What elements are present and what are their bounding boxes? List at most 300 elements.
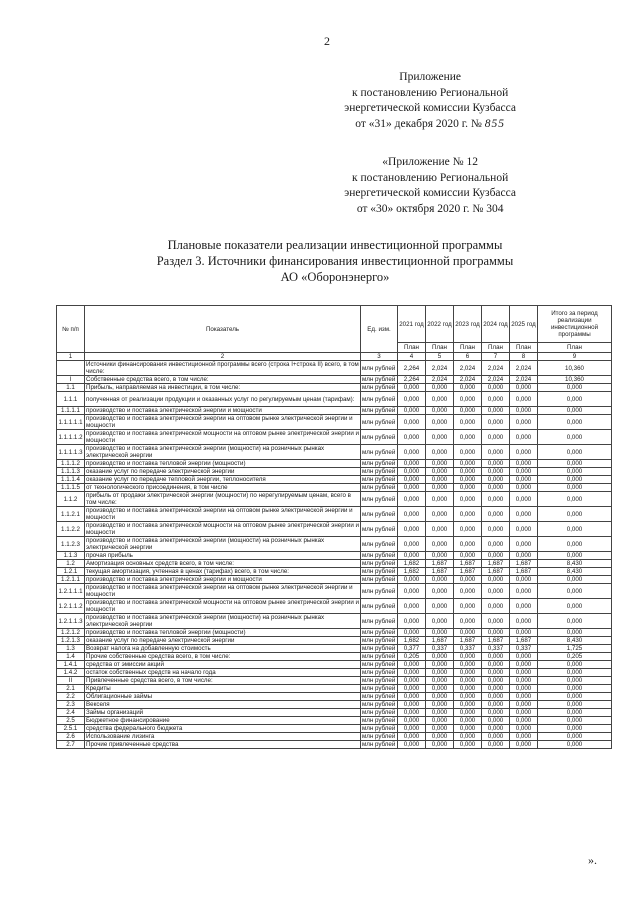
column-index: 1 <box>57 353 85 361</box>
row-indicator: производство и поставка электрической мощности на оптовом рынке электрической энергии и мощности <box>86 522 359 536</box>
row-year-value: 0,000 <box>398 460 426 468</box>
column-index-row <box>57 353 612 361</box>
row-indicator: Бюджетное финансирование <box>85 717 361 725</box>
row-year-value: 0,000 <box>454 460 482 468</box>
row-indicator: Векселя <box>85 701 361 709</box>
row-unit: млн рублей <box>361 492 398 507</box>
row-year-value: 0,000 <box>398 725 426 733</box>
row-total: 0,000 <box>538 392 612 407</box>
row-total: 0,000 <box>538 415 612 430</box>
appendix-line: от «30» октября 2020 г. № 304 <box>356 202 504 215</box>
row-unit: млн рублей <box>361 614 398 629</box>
row-year-value: 0,000 <box>454 384 482 392</box>
row-unit: млн рублей <box>361 733 398 741</box>
row-year-value: 0,000 <box>510 407 538 415</box>
row-unit: млн рублей <box>361 653 398 661</box>
row-year-value: 0,000 <box>398 384 426 392</box>
row-number: 1.4.2 <box>57 669 85 677</box>
row-year-value: 0,000 <box>426 522 454 537</box>
header-total: Итого за период реализации инвестиционной программы <box>538 306 612 343</box>
row-indicator: производство и поставка электрической энергии и мощности <box>85 576 361 584</box>
row-year-value: 0,000 <box>482 661 510 669</box>
row-indicator: оказание услуг по передаче электрической энергии <box>85 468 361 476</box>
appendix-line: Приложение <box>399 71 461 83</box>
row-unit: млн рублей <box>361 445 398 460</box>
row-unit: млн рублей <box>361 599 398 614</box>
row-total: 0,000 <box>538 460 612 468</box>
row-number: 1.1.1.1.3 <box>57 445 85 460</box>
column-index: 3 <box>361 353 398 361</box>
row-year-value: 0,000 <box>398 552 426 560</box>
row-year-value: 0,000 <box>398 468 426 476</box>
row-year-value: 0,000 <box>510 685 538 693</box>
row-total: 8,430 <box>538 568 612 576</box>
row-unit: млн рублей <box>361 584 398 599</box>
row-year-value: 0,000 <box>482 733 510 741</box>
row-unit: млн рублей <box>361 661 398 669</box>
row-year-value: 1,687 <box>510 568 538 576</box>
row-unit: млн рублей <box>361 568 398 576</box>
row-indicator: средства федерального бюджета <box>85 725 361 733</box>
row-indicator: производство и поставка электрической энергии на оптовом рынке электрической энергии и мощности <box>85 507 361 522</box>
row-number: 1.1.2 <box>57 492 85 507</box>
row-number: 1.2 <box>57 560 85 568</box>
row-year-value: 0,000 <box>482 460 510 468</box>
row-year-value: 0,000 <box>398 629 426 637</box>
row-indicator: средства от эмиссии акций <box>85 661 361 669</box>
row-year-value: 0,000 <box>398 576 426 584</box>
row-year-value: 0,000 <box>398 584 426 599</box>
row-year-value: 1,687 <box>482 637 510 645</box>
row-unit: млн рублей <box>361 384 398 392</box>
table-row <box>57 522 612 537</box>
row-year-value: 0,000 <box>426 384 454 392</box>
row-year-value: 0,000 <box>482 599 510 614</box>
row-year-value: 0,000 <box>398 685 426 693</box>
row-total: 0,000 <box>538 629 612 637</box>
row-total: 0,000 <box>538 507 612 522</box>
table-row <box>57 725 612 733</box>
row-number: 2.1 <box>57 685 85 693</box>
row-year-value: 0,000 <box>454 507 482 522</box>
row-total: 0,000 <box>538 407 612 415</box>
row-year-value: 0,000 <box>482 476 510 484</box>
table-row <box>57 415 612 430</box>
row-indicator: Амортизация основных средств всего, в том числе: <box>85 560 361 568</box>
header-year: 2025 год <box>510 306 538 343</box>
row-year-value: 0,000 <box>510 677 538 685</box>
header-indicator: Показатель <box>85 306 361 353</box>
row-year-value: 0,000 <box>398 507 426 522</box>
row-year-value: 0,000 <box>454 430 482 445</box>
document-title <box>60 237 610 285</box>
table-row <box>57 733 612 741</box>
row-year-value: 0,000 <box>482 507 510 522</box>
row-total: 0,000 <box>538 669 612 677</box>
row-total: 0,000 <box>538 445 612 460</box>
row-indicator: Источники финансирования инвестиционной программы всего (строка I+строка II) всего, в том числе: <box>86 361 359 375</box>
table-row <box>57 361 612 376</box>
title-line: Плановые показатели реализации инвестиционной программы <box>167 238 503 252</box>
row-year-value: 0,000 <box>510 725 538 733</box>
row-year-value: 2,264 <box>398 361 426 376</box>
row-year-value: 1,687 <box>482 568 510 576</box>
row-unit: млн рублей <box>361 430 398 445</box>
row-total: 0,000 <box>538 677 612 685</box>
header-plan: План <box>482 343 510 353</box>
row-year-value: 0,000 <box>426 407 454 415</box>
row-year-value: 0,000 <box>454 484 482 492</box>
row-indicator: производство и поставка электрической мощности на оптовом рынке электрической энергии и мощности <box>86 430 359 444</box>
row-year-value: 1,682 <box>398 560 426 568</box>
row-year-value: 1,687 <box>454 560 482 568</box>
table-row <box>57 507 612 522</box>
row-total: 0,000 <box>538 701 612 709</box>
row-year-value: 2,024 <box>454 361 482 376</box>
row-year-value: 0,000 <box>482 653 510 661</box>
table-row <box>57 430 612 445</box>
row-number: 1.2.1.1.1 <box>57 584 85 599</box>
appendix-line: энергетической комиссии Кузбасса <box>344 187 516 199</box>
row-total: 0,000 <box>538 741 612 749</box>
column-index: 2 <box>85 353 361 361</box>
table-row <box>57 407 612 415</box>
row-indicator: производство и поставка тепловой энергии (мощности) <box>85 460 361 468</box>
row-year-value: 0,000 <box>426 476 454 484</box>
row-number: I <box>57 376 85 384</box>
row-year-value: 0,000 <box>398 677 426 685</box>
row-total: 0,000 <box>538 576 612 584</box>
table-row <box>57 717 612 725</box>
row-year-value: 0,000 <box>454 392 482 407</box>
row-year-value: 0,000 <box>454 476 482 484</box>
row-year-value: 0,000 <box>510 741 538 749</box>
row-number: 1.1.2.1 <box>57 507 85 522</box>
row-year-value: 0,000 <box>398 430 426 445</box>
row-year-value: 0,000 <box>482 392 510 407</box>
row-year-value: 0,000 <box>398 701 426 709</box>
row-year-value: 2,024 <box>482 361 510 376</box>
row-unit: млн рублей <box>361 460 398 468</box>
row-year-value: 0,000 <box>482 492 510 507</box>
row-total: 0,000 <box>538 733 612 741</box>
row-indicator: производство и поставка электрической энергии на оптовом рынке электрической энергии и мощности <box>85 415 361 430</box>
row-year-value: 0,000 <box>510 599 538 614</box>
row-year-value: 0,000 <box>510 430 538 445</box>
row-year-value: 0,000 <box>454 537 482 552</box>
row-year-value: 0,000 <box>482 407 510 415</box>
row-year-value: 0,000 <box>426 669 454 677</box>
row-year-value: 0,000 <box>454 733 482 741</box>
row-year-value: 0,000 <box>426 661 454 669</box>
handwritten-number: 855 <box>484 117 506 130</box>
row-year-value: 0,000 <box>482 717 510 725</box>
row-year-value: 0,000 <box>426 677 454 685</box>
row-number: 1.2.1.1.3 <box>57 614 85 629</box>
row-total: 1,725 <box>538 645 612 653</box>
row-year-value: 0,000 <box>426 701 454 709</box>
row-year-value: 0,000 <box>454 492 482 507</box>
row-year-value: 0,000 <box>482 522 510 537</box>
row-year-value: 0,000 <box>482 468 510 476</box>
row-year-value: 0,000 <box>510 415 538 430</box>
row-year-value: 0,000 <box>510 661 538 669</box>
row-unit: млн рублей <box>361 645 398 653</box>
row-number: 1.1.1.1 <box>57 407 85 415</box>
table-row <box>57 460 612 468</box>
row-number <box>57 361 85 376</box>
row-year-value: 0,000 <box>454 468 482 476</box>
row-year-value: 0,000 <box>510 522 538 537</box>
row-year-value: 0,000 <box>482 430 510 445</box>
row-unit: млн рублей <box>361 709 398 717</box>
row-year-value: 0,377 <box>398 645 426 653</box>
row-year-value: 0,000 <box>510 507 538 522</box>
row-year-value: 0,000 <box>454 741 482 749</box>
row-unit: млн рублей <box>361 669 398 677</box>
row-unit: млн рублей <box>361 576 398 584</box>
column-index: 7 <box>482 353 510 361</box>
row-indicator: производство и поставка электрической энергии и мощности <box>85 407 361 415</box>
row-unit: млн рублей <box>361 484 398 492</box>
row-total: 0,000 <box>538 476 612 484</box>
row-total: 0,000 <box>538 599 612 614</box>
table-row <box>57 392 612 407</box>
row-total: 0,000 <box>538 430 612 445</box>
row-year-value: 0,000 <box>482 552 510 560</box>
row-total: 0,000 <box>538 537 612 552</box>
row-total: 0,000 <box>538 492 612 507</box>
table-row <box>57 709 612 717</box>
row-unit: млн рублей <box>361 507 398 522</box>
row-total: 0,000 <box>538 614 612 629</box>
table-row <box>57 653 612 661</box>
header-plan: План <box>510 343 538 353</box>
row-number: 1.1.3 <box>57 552 85 560</box>
table-row <box>57 560 612 568</box>
row-year-value: 0,000 <box>454 717 482 725</box>
row-year-value: 1,687 <box>454 568 482 576</box>
row-indicator: текущая амортизация, учтенная в ценах (тарифах) всего, в том числе: <box>85 568 361 576</box>
row-year-value: 0,000 <box>454 629 482 637</box>
row-total: 0,000 <box>538 693 612 701</box>
row-year-value: 1,687 <box>426 568 454 576</box>
row-year-value: 0,000 <box>510 392 538 407</box>
row-year-value: 0,337 <box>426 645 454 653</box>
table-row <box>57 492 612 507</box>
row-unit: млн рублей <box>361 407 398 415</box>
row-year-value: 0,000 <box>510 552 538 560</box>
column-index: 8 <box>510 353 538 361</box>
row-indicator: производство и поставка электрической энергии на оптовом рынке электрической энергии и мощности <box>85 584 361 599</box>
row-total: 10,360 <box>538 376 612 384</box>
row-indicator: оказание услуг по передаче электрической энергии <box>85 637 361 645</box>
row-total: 10,360 <box>538 361 612 376</box>
row-year-value: 0,000 <box>426 576 454 584</box>
table-row <box>57 376 612 384</box>
title-line: Раздел 3. Источники финансирования инвестиционной программы <box>156 254 514 268</box>
row-number: 1.1.1.1.1 <box>57 415 85 430</box>
row-year-value: 0,000 <box>482 384 510 392</box>
row-number: 1.1 <box>57 384 85 392</box>
table-row <box>57 685 612 693</box>
row-number: 1.4.1 <box>57 661 85 669</box>
header-year: 2023 год <box>454 306 482 343</box>
table-row <box>57 637 612 645</box>
table-row <box>57 693 612 701</box>
row-year-value: 0,000 <box>482 584 510 599</box>
row-year-value: 0,337 <box>510 645 538 653</box>
row-number: 1.2.1.1.2 <box>57 599 85 614</box>
appendix-line: энергетической комиссии Кузбасса <box>344 102 516 114</box>
row-year-value: 0,000 <box>510 384 538 392</box>
row-year-value: 0,000 <box>398 599 426 614</box>
table-body <box>57 361 612 749</box>
row-number: 1.1.2.2 <box>57 522 85 537</box>
header-plan: План <box>454 343 482 353</box>
row-unit: млн рублей <box>361 693 398 701</box>
row-year-value: 0,000 <box>510 468 538 476</box>
row-year-value: 0,000 <box>426 415 454 430</box>
row-year-value: 0,000 <box>454 522 482 537</box>
row-year-value: 0,000 <box>454 576 482 584</box>
row-year-value: 2,024 <box>426 361 454 376</box>
row-indicator: прочая прибыль <box>85 552 361 560</box>
row-number: 2.5.1 <box>57 725 85 733</box>
row-year-value: 0,000 <box>426 507 454 522</box>
row-year-value: 0,000 <box>482 537 510 552</box>
row-year-value: 0,000 <box>426 741 454 749</box>
table-row <box>57 445 612 460</box>
title-line: АО «Оборонэнерго» <box>280 270 390 284</box>
row-number: 2.5 <box>57 717 85 725</box>
row-unit: млн рублей <box>361 717 398 725</box>
row-year-value: 0,000 <box>398 476 426 484</box>
row-year-value: 0,000 <box>510 445 538 460</box>
row-year-value: 2,024 <box>426 376 454 384</box>
row-number: 1.1.1 <box>57 392 85 407</box>
row-indicator: полученная от реализации продукции и оказанных услуг по регулируемым ценам (тарифам): <box>85 392 361 407</box>
row-year-value: 0,000 <box>454 669 482 677</box>
row-year-value: 0,000 <box>426 717 454 725</box>
row-year-value: 0,000 <box>482 614 510 629</box>
row-total: 0,000 <box>538 468 612 476</box>
row-year-value: 0,000 <box>510 733 538 741</box>
row-indicator: Прочие привлеченные средства <box>85 741 361 749</box>
row-unit: млн рублей <box>361 629 398 637</box>
row-indicator: производство и поставка тепловой энергии (мощности) <box>85 629 361 637</box>
row-year-value: 2,024 <box>510 376 538 384</box>
column-index: 5 <box>426 353 454 361</box>
row-indicator: Возврат налога на добавленную стоимость <box>85 645 361 653</box>
row-indicator: Прибыль, направляемая на инвестиции, в том числе: <box>85 384 361 392</box>
row-year-value: 0,000 <box>482 701 510 709</box>
row-year-value: 0,000 <box>426 614 454 629</box>
header-year: 2024 год <box>482 306 510 343</box>
row-unit: млн рублей <box>361 415 398 430</box>
table-row <box>57 584 612 599</box>
row-indicator: оказание услуг по передаче тепловой энергии, теплоносителя <box>85 476 361 484</box>
row-year-value: 0,000 <box>454 584 482 599</box>
appendix-line: «Приложение № 12 <box>382 156 478 168</box>
table-row <box>57 384 612 392</box>
row-year-value: 0,000 <box>398 741 426 749</box>
row-year-value: 0,000 <box>398 614 426 629</box>
table-row <box>57 552 612 560</box>
row-unit: млн рублей <box>361 701 398 709</box>
row-year-value: 0,000 <box>426 392 454 407</box>
table-row <box>57 599 612 614</box>
row-unit: млн рублей <box>361 637 398 645</box>
appendix-line: к постановлению Региональной <box>352 86 509 99</box>
row-total: 0,000 <box>538 685 612 693</box>
header-num: № п/п <box>57 306 85 353</box>
row-year-value: 0,000 <box>454 653 482 661</box>
row-year-value: 0,000 <box>482 725 510 733</box>
table-row <box>57 537 612 552</box>
row-year-value: 0,000 <box>482 415 510 430</box>
row-year-value: 2,264 <box>398 376 426 384</box>
row-year-value: 0,205 <box>398 653 426 661</box>
row-number: 1.1.1.5 <box>57 484 85 492</box>
row-indicator: Займы организаций <box>85 709 361 717</box>
row-indicator: от технологического присоединения, в том числе <box>85 484 361 492</box>
row-total: 0,000 <box>538 584 612 599</box>
row-total: 8,430 <box>538 637 612 645</box>
row-number: 1.1.2.3 <box>57 537 85 552</box>
row-number: 2.4 <box>57 709 85 717</box>
table-row <box>57 645 612 653</box>
row-year-value: 0,000 <box>482 445 510 460</box>
row-unit: млн рублей <box>361 376 398 384</box>
header-plan: План <box>426 343 454 353</box>
row-indicator: производство и поставка электрической энергии (мощности) на розничных рынках электрической энергии <box>85 445 361 460</box>
row-year-value: 0,000 <box>454 685 482 693</box>
row-number: 2.7 <box>57 741 85 749</box>
row-year-value: 0,000 <box>454 725 482 733</box>
row-year-value: 0,000 <box>398 693 426 701</box>
header-year: 2021 год <box>398 306 426 343</box>
row-year-value: 2,024 <box>454 376 482 384</box>
row-number: 2.3 <box>57 701 85 709</box>
row-number: 1.4 <box>57 653 85 661</box>
row-year-value: 0,000 <box>426 460 454 468</box>
row-unit: млн рублей <box>361 392 398 407</box>
row-year-value: 0,000 <box>454 614 482 629</box>
row-year-value: 0,000 <box>454 407 482 415</box>
row-year-value: 0,000 <box>398 669 426 677</box>
row-total: 0,000 <box>538 661 612 669</box>
appendix-line: к постановлению Региональной <box>352 171 509 184</box>
row-total: 0,000 <box>538 522 612 537</box>
row-indicator: остаток собственных средств на начало года <box>85 669 361 677</box>
header-plan: План <box>398 343 426 353</box>
row-total: 0,000 <box>538 717 612 725</box>
row-year-value: 1,682 <box>398 637 426 645</box>
row-total: 0,000 <box>538 484 612 492</box>
row-year-value: 0,000 <box>398 709 426 717</box>
row-year-value: 0,000 <box>398 392 426 407</box>
row-unit: млн рублей <box>361 552 398 560</box>
row-year-value: 0,000 <box>398 717 426 725</box>
row-year-value: 0,000 <box>454 415 482 430</box>
row-year-value: 1,687 <box>454 637 482 645</box>
row-year-value: 0,000 <box>482 576 510 584</box>
row-year-value: 0,000 <box>398 537 426 552</box>
row-year-value: 0,000 <box>510 476 538 484</box>
row-year-value: 0,000 <box>510 717 538 725</box>
row-year-value: 0,337 <box>482 645 510 653</box>
